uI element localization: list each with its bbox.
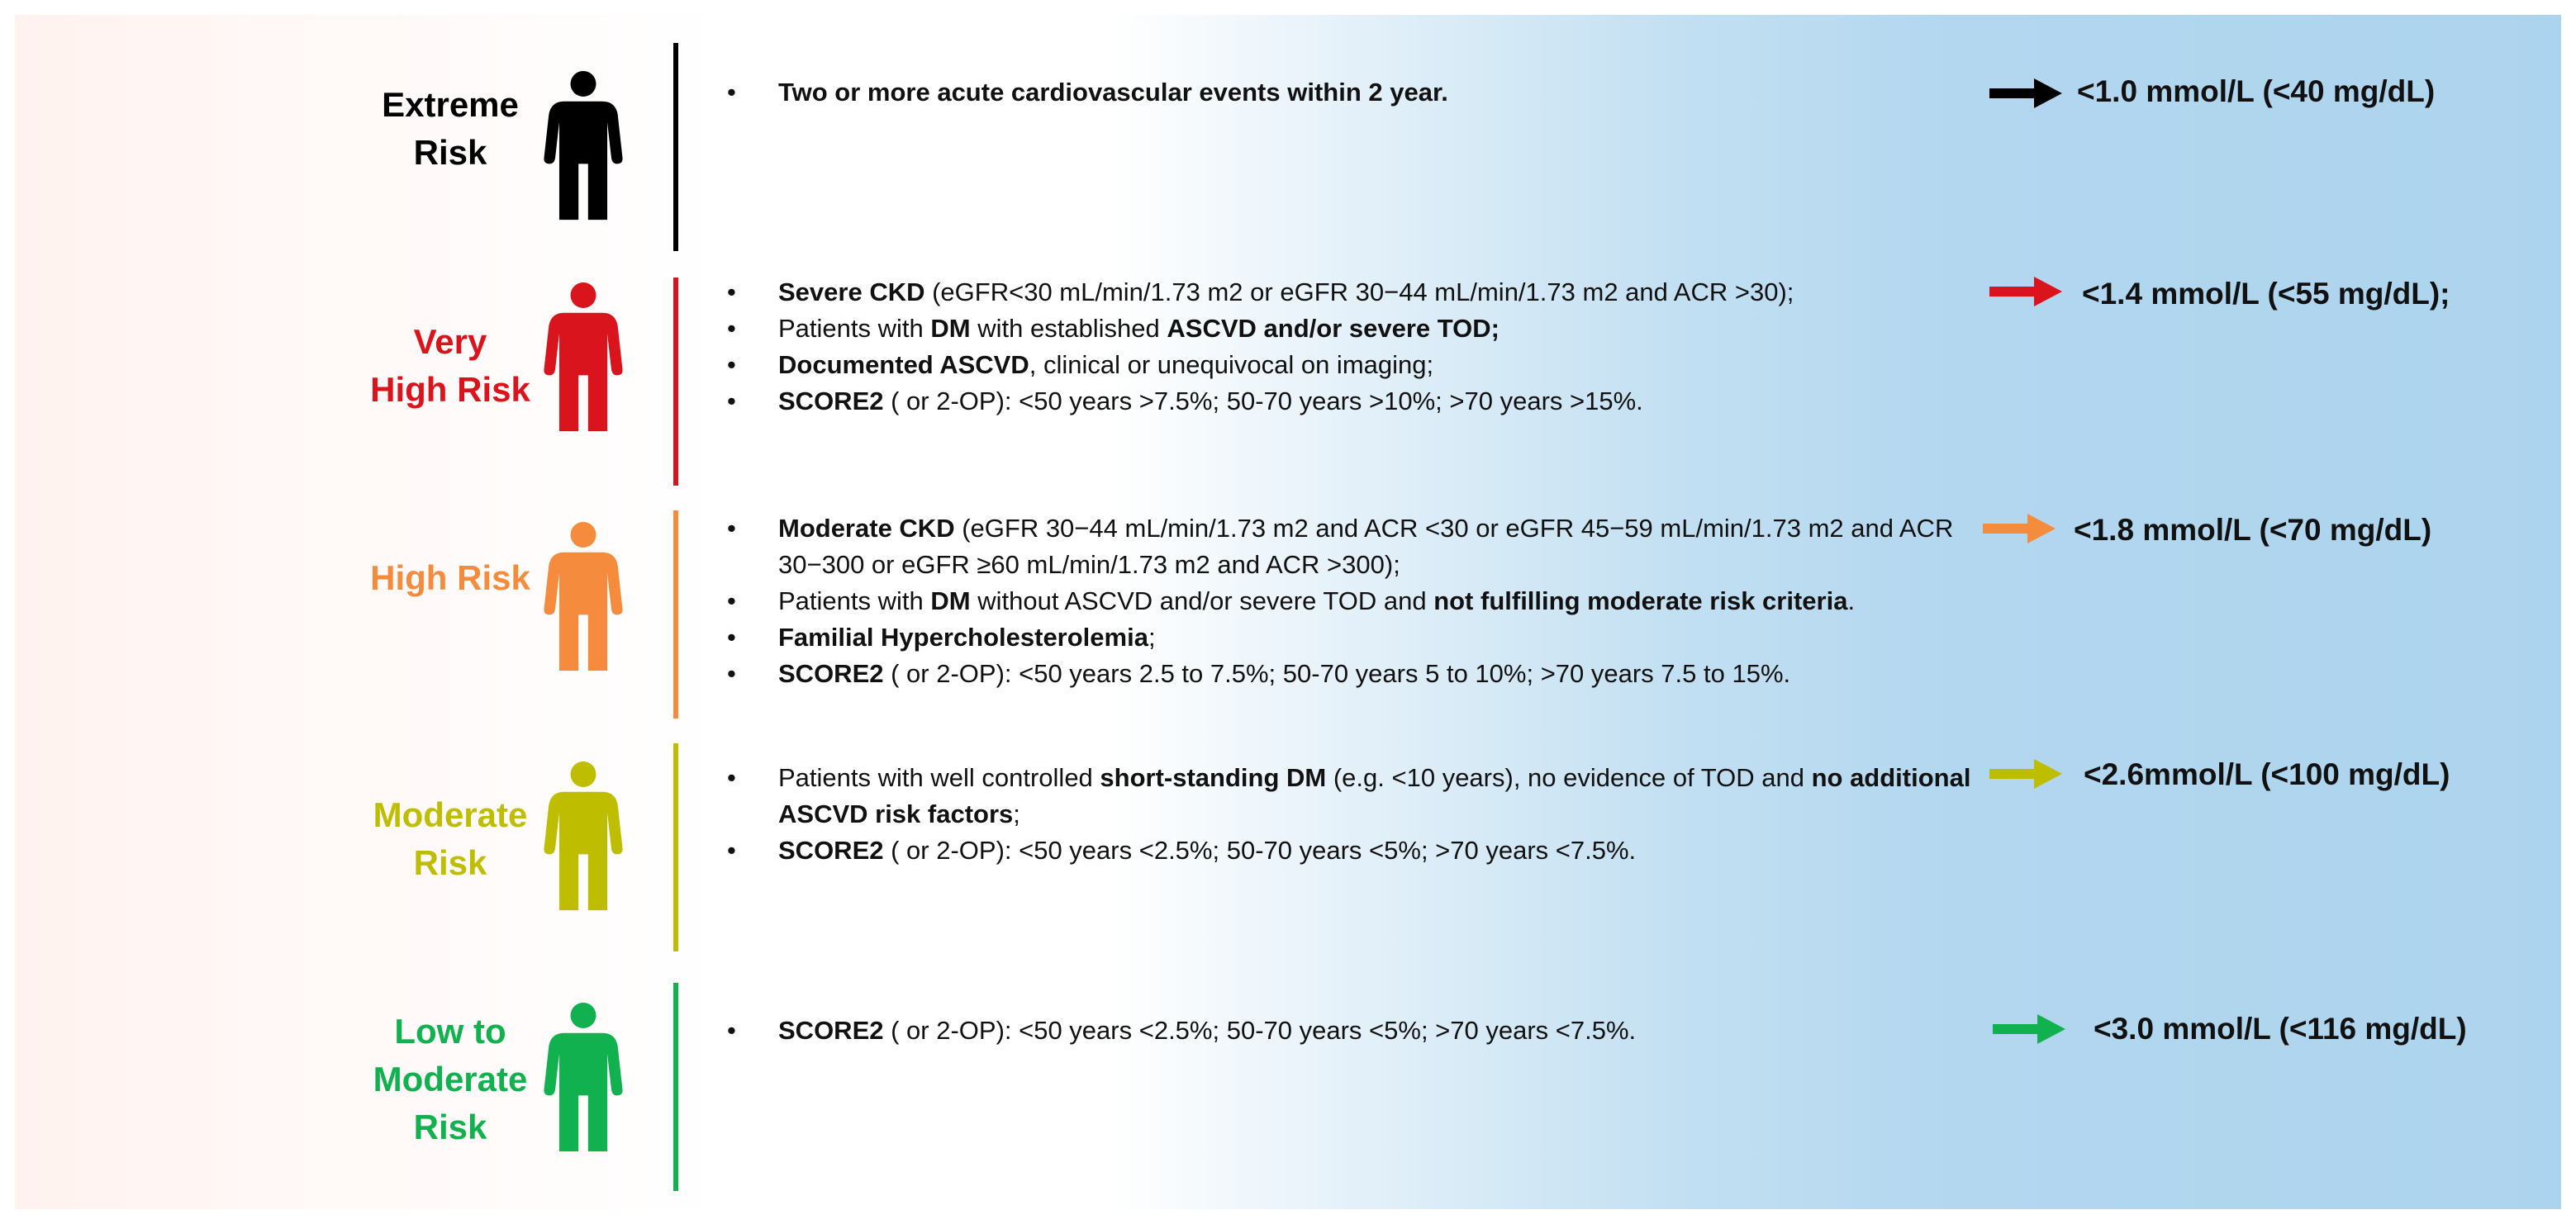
- criteria-item: [727, 1013, 2034, 1049]
- arrow-head: [2037, 1014, 2065, 1044]
- criteria-text: Severe CKD: [778, 278, 925, 306]
- criteria-text: no additional ASCVD risk factors: [778, 763, 1971, 828]
- person-body: [544, 553, 622, 671]
- criteria-item: [727, 583, 2034, 619]
- arrow-head: [2034, 78, 2062, 108]
- criteria-text: .: [1847, 586, 1856, 615]
- ldl-target: <3.0 mmol/L (<116 mg/dL): [2094, 1012, 2467, 1046]
- criteria-list: [727, 760, 2034, 869]
- tier-divider: [673, 743, 678, 951]
- arrow-head: [2027, 514, 2056, 543]
- criteria-text: , clinical or unequivocal on imaging;: [1029, 350, 1434, 379]
- criteria-text: without ASCVD and/or severe TOD and: [970, 586, 1434, 615]
- criteria-item: [727, 510, 2034, 583]
- person-body: [544, 1033, 622, 1151]
- criteria-text: SCORE2: [778, 836, 884, 865]
- person-icon: [542, 761, 625, 913]
- criteria-text: Moderate CKD: [778, 514, 955, 543]
- criteria-text: SCORE2: [778, 387, 884, 415]
- person-icon: [542, 1003, 625, 1155]
- criteria-text: (eGFR 30−44 mL/min/1.73 m2 and ACR <30 or eGFR 45−59 mL/min/1.73 m2 and ACR 30−300 or eGFR ≥60 mL/min/1.73 m2 and ACR >300);: [778, 514, 1954, 579]
- criteria-text: with established: [970, 314, 1167, 343]
- criteria-item: [727, 311, 2034, 347]
- criteria-text: Patients with: [778, 314, 931, 343]
- arrow-shaft: [1989, 769, 2037, 779]
- criteria-text: ( or 2-OP): <50 years <2.5%; 50-70 years <5%; >70 years <7.5%.: [883, 836, 1637, 865]
- tier-divider: [673, 983, 678, 1191]
- criteria-text: DM: [930, 314, 971, 343]
- criteria-text: ;: [1148, 623, 1156, 652]
- arrow-icon: [1989, 275, 2062, 308]
- person-icon: [542, 522, 625, 674]
- risk-label: Extreme Risk: [382, 85, 519, 172]
- criteria-text: Documented ASCVD: [778, 350, 1029, 379]
- person-head: [571, 1003, 596, 1028]
- criteria-item: [727, 383, 2034, 420]
- arrow-shaft: [1989, 287, 2037, 297]
- criteria-text: Patients with well controlled: [778, 763, 1100, 792]
- tier-divider: [673, 278, 678, 486]
- person-icon: [542, 71, 625, 223]
- ldl-target: <1.8 mmol/L (<70 mg/dL): [2074, 513, 2432, 547]
- criteria-text: short-standing DM: [1100, 763, 1327, 792]
- criteria-item: [727, 656, 2034, 692]
- person-body: [544, 313, 622, 431]
- criteria-item: [727, 74, 2034, 111]
- criteria-text: (e.g. <10 years), no evidence of TOD and: [1326, 763, 1812, 792]
- criteria-text: SCORE2: [778, 1016, 884, 1045]
- criteria-list: [727, 74, 2034, 111]
- person-icon: [542, 282, 625, 434]
- arrow-shaft: [1989, 88, 2037, 98]
- criteria-text: not fulfilling moderate risk criteria: [1433, 586, 1848, 615]
- tier-divider: [673, 43, 678, 251]
- criteria-text: (eGFR<30 mL/min/1.73 m2 or eGFR 30−44 mL/min/1.73 m2 and ACR >30);: [924, 278, 1794, 306]
- criteria-text: ASCVD and/or severe TOD;: [1167, 314, 1499, 343]
- criteria-text: ( or 2-OP): <50 years <2.5%; 50-70 years <5%; >70 years <7.5%.: [883, 1016, 1637, 1045]
- arrow-shaft: [1993, 1024, 2041, 1034]
- risk-label: High Risk: [370, 558, 530, 597]
- person-head: [571, 282, 596, 308]
- risk-label: Low to Moderate Risk: [373, 1012, 528, 1146]
- tier-divider: [673, 510, 678, 719]
- criteria-list: [727, 1013, 2034, 1049]
- ldl-target: <1.4 mmol/L (<55 mg/dL);: [2082, 277, 2450, 311]
- criteria-item: [727, 274, 2034, 311]
- criteria-text: ;: [1013, 799, 1020, 828]
- risk-label: Very High Risk: [370, 322, 530, 409]
- criteria-text: ( or 2-OP): <50 years >7.5%; 50-70 years >10%; >70 years >15%.: [883, 387, 1643, 415]
- arrow-icon: [1989, 77, 2062, 110]
- criteria-item: [727, 760, 2034, 833]
- person-head: [571, 71, 596, 97]
- criteria-list: [727, 510, 2034, 692]
- criteria-text: DM: [930, 586, 971, 615]
- criteria-text: ( or 2-OP): <50 years 2.5 to 7.5%; 50-70 years 5 to 10%; >70 years 7.5 to 15%.: [883, 659, 1791, 688]
- arrow-head: [2034, 759, 2062, 789]
- ldl-target: <2.6mmol/L (<100 mg/dL): [2084, 757, 2450, 791]
- person-head: [571, 761, 596, 787]
- person-body: [544, 792, 622, 910]
- risk-label: Moderate Risk: [373, 795, 528, 882]
- criteria-text: Patients with: [778, 586, 931, 615]
- arrow-icon: [1989, 757, 2062, 790]
- criteria-text: Familial Hypercholesterolemia: [778, 623, 1148, 652]
- person-body: [544, 102, 622, 220]
- criteria-item: [727, 619, 2034, 656]
- arrow-icon: [1983, 512, 2056, 545]
- arrow-head: [2034, 277, 2062, 306]
- criteria-item: [727, 347, 2034, 383]
- criteria-text: SCORE2: [778, 659, 884, 688]
- criteria-item: [727, 833, 2034, 869]
- person-head: [571, 522, 596, 548]
- criteria-list: [727, 274, 2034, 420]
- ldl-target: <1.0 mmol/L (<40 mg/dL): [2077, 74, 2436, 108]
- arrow-shaft: [1983, 524, 2031, 534]
- arrow-icon: [1993, 1013, 2065, 1046]
- criteria-text: Two or more acute cardiovascular events within 2 year.: [778, 78, 1448, 107]
